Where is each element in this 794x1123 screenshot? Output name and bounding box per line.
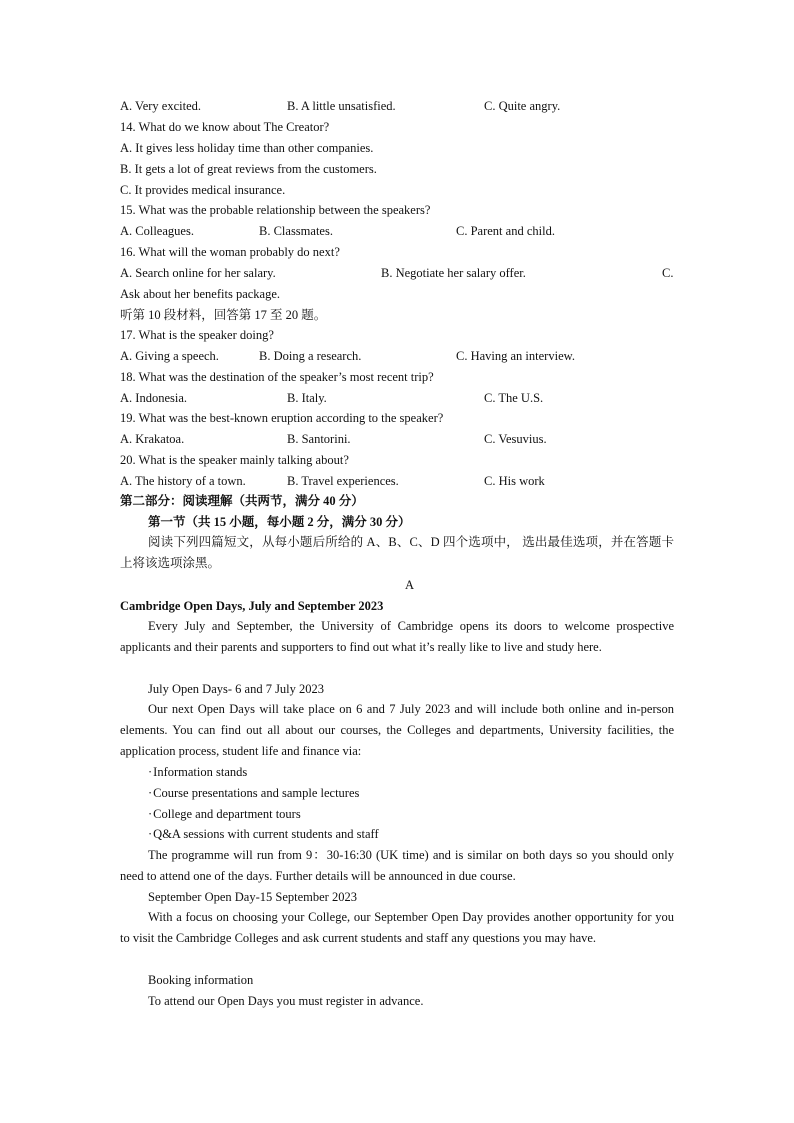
bullet: · [148,765,153,779]
q20-stem: 20. What is the speaker mainly talking about? [120,453,349,467]
q15-option-b: B. Classmates. [259,224,333,238]
section10-note: 听第 10 段材料，回答第 17 至 20 题。 [120,308,327,322]
q15-stem: 15. What was the probable relationship between the speakers? [120,203,431,217]
q15-option-a: A. Colleagues. [120,224,194,238]
q17-stem: 17. What is the speaker doing? [120,328,274,342]
q19-option-c: C. Vesuvius. [484,432,547,446]
september-body: With a focus on choosing your College, our September Open Day provides another opportunity for you to visit the Cambridge Colleges and ask current students and staff any questions you may have. [120,910,674,945]
bullet: · [148,786,153,800]
q13-option-a: A. Very excited. [120,99,201,113]
q19-stem: 19. What was the best-known eruption according to the speaker? [120,411,444,425]
q14-option-b: B. It gets a lot of great reviews from the customers. [120,162,377,176]
list-item [148,806,301,822]
q14-option-c: C. It provides medical insurance. [120,183,286,197]
q18-stem: 18. What was the destination of the speaker’s most recent trip? [120,370,434,384]
september-heading: September Open Day-15 September 2023 [148,890,357,904]
q17-option-b: B. Doing a research. [259,349,362,363]
july-body: Our next Open Days will take place on 6 and 7 July 2023 and will include both online and in-person elements. You can find out all about our courses, the Colleges and departments, University facilities, the application process, student life and finance via: [120,702,674,758]
q18-option-c: C. The U.S. [484,391,544,405]
passage-intro: Every July and September, the University of Cambridge opens its doors to welcome prospective applicants and their parents and supporters to find out what it’s really like to live and study here. [120,619,674,654]
q20-option-b: B. Travel experiences. [287,474,399,488]
list-item-text: College and department tours [153,807,301,821]
q14-stem: 14. What do we know about The Creator? [120,120,330,134]
part2-section1-title: 第一节（共 15 小题，每小题 2 分，满分 30 分） [148,515,411,529]
part2-title: 第二部分：阅读理解（共两节，满分 40 分） [120,494,364,508]
list-item [148,764,247,780]
july-heading: July Open Days- 6 and 7 July 2023 [148,682,325,696]
q18-option-b: B. Italy. [287,391,327,405]
list-item-text: Information stands [153,765,248,779]
q19-option-b: B. Santorini. [287,432,351,446]
passage-title: Cambridge Open Days, July and September 2023 [120,599,384,613]
q20-option-c: C. His work [484,474,545,488]
q16-option-a: A. Search online for her salary. [120,266,276,280]
bullet: · [148,807,153,821]
q20-option-a: A. The history of a town. [120,474,246,488]
q16-option-c-label: C. [662,266,674,280]
q18-option-a: A. Indonesia. [120,391,187,405]
q17-option-a: A. Giving a speech. [120,349,219,363]
passage-label: A [405,578,415,592]
q16-option-b: B. Negotiate her salary offer. [381,266,526,280]
q16-stem: 16. What will the woman probably do next? [120,245,340,259]
list-item-text: Course presentations and sample lectures [153,786,360,800]
q17-option-c: C. Having an interview. [456,349,575,363]
booking-heading: Booking information [148,973,254,987]
part2-instructions: 阅读下列四篇短文，从每小题后所给的 A、B、C、D 四个选项中， 选出最佳选项，并在答题卡上将该选项涂黑。 [120,535,674,570]
bullet: · [148,827,153,841]
list-item [148,826,379,842]
booking-body: To attend our Open Days you must register in advance. [148,994,424,1008]
list-item-text: Q&A sessions with current students and staff [153,827,379,841]
q19-option-a: A. Krakatoa. [120,432,185,446]
q14-option-a: A. It gives less holiday time than other companies. [120,141,374,155]
programme-text: The programme will run from 9：30-16:30 (UK time) and is similar on both days so you should only need to attend one of the days. Further details will be announced in due course. [120,848,674,883]
q13-option-b: B. A little unsatisfied. [287,99,396,113]
list-item [148,785,359,801]
q15-option-c: C. Parent and child. [456,224,555,238]
q16-option-c-text: Ask about her benefits package. [120,287,281,301]
q13-option-c: C. Quite angry. [484,99,561,113]
